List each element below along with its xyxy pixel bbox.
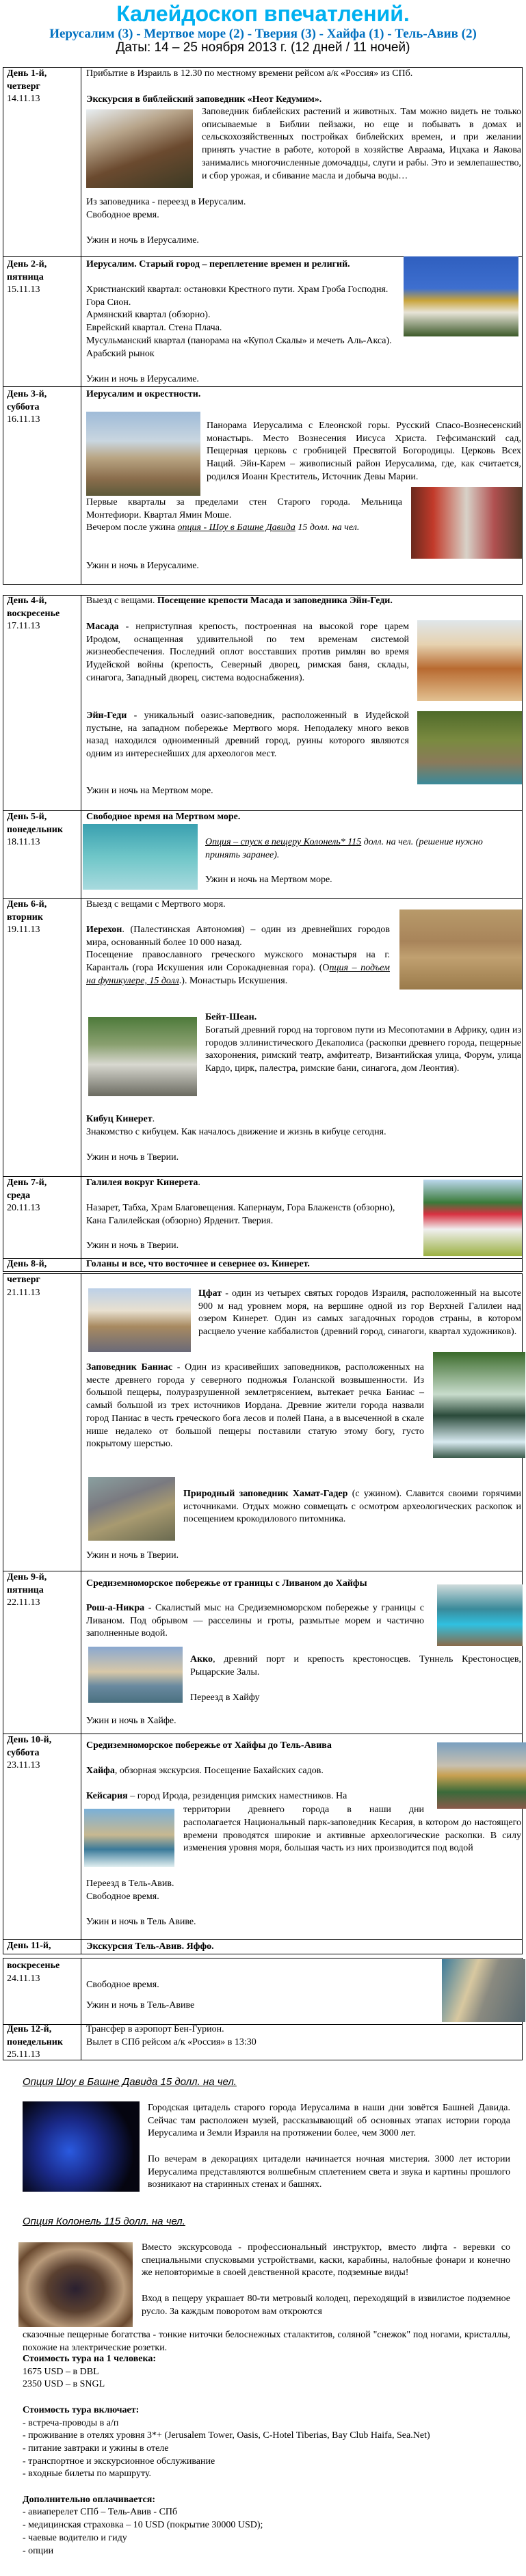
day-8-tsfat: Цфат - один из четырех святых городов Израиля, расположенный на высоте 900 м над уровнем моря, на вершине одной из гор Верхней Галилеи над озером Кинерет. Один из самых загадочных городов страны, в котором расцвело учение каббалистов (древний город, синагоги, квартал художников).: [198, 1288, 521, 1338]
route-subtitle: Иерусалим (3) - Мертвое море (2) - Тверия (3) - Хайфа (1) - Тель-Авив (2): [49, 27, 477, 41]
day-4-night: Ужин и ночь на Мертвом море.: [86, 786, 213, 796]
day-4-masada: Масада - неприступная крепость, построенная на высокой горе царем Иродом, оснащенная удивительной по тем временам системой жизнеобеспечения. Последний оплот восставших против римлян во время Иудейской войны (крепость, Северный дворец, римская баня, склады, синагога, Западный дворец, система водоснабжения).: [86, 622, 409, 683]
day-8-banias: Заповедник Баниас - Один из красивейших заповедников, расположенных на месте древнего города у северного подножья Голанской возвышенности. Из большой пещеры, полуразрушенной землетрясением, вытекает речка Баниас – самый большой из трех источников Иордана. Древние жители города назвали город Паниас в честь греческого бога лесов и полей Пана, а в высеченной в скале нише недалеко от большой пещеры поставили статую этому богу, густо покрытому шерстью.: [86, 1362, 424, 1450]
day-6-jericho: Иерехон. (Палестинская Автономия) – один из древнейших городов мира, основанный более 10 000 назад. Посещение православного греческого мужского монастыря на г. Каранталь (гора Искушения или Сорокадневная гора). (Опция – подъем на фуникулере, 15 долл.). Монастырь Искушения.: [86, 925, 390, 986]
day-10-caesarea: Кейсария – город Ирода, резиденция римских наместников. На: [86, 1791, 347, 1801]
photo-church-capernaum: [423, 1180, 522, 1256]
day-3-night: Ужин и ночь в Иерусалиме.: [86, 561, 199, 571]
photo-crocodiles: [88, 1477, 175, 1541]
day-2-title: Иерусалим. Старый город – переплетение времен и религий.: [86, 259, 350, 269]
photo-beit-shean: [88, 1017, 197, 1096]
photo-bahai-gardens: [437, 1742, 526, 1809]
day-8-hamat-gader: Природный заповедник Хамат-Гадер (с ужином). Славится своими горячими источниками. Отдых можно совмещать с осмотром археологических раскопок и посещением крокодилового питомника.: [183, 1489, 521, 1525]
day-10-caesarea-3: располагается Национальный парк-заповедник Кесария, в котором до настоящего времени проводятся широкие и активные археологические раскопки. В силу изменения уровня моря, большая часть из них производится под водой: [183, 1818, 521, 1854]
photo-banias-waterfall: [433, 1352, 525, 1458]
day-11-title: Экскурсия Тель-Авив. Яффо.: [86, 1941, 214, 1952]
option-cave-text-2: сказочные пещерные богатства - тонкие ниточки белоснежных сталактитов, соляной "снежок" под ногами, кристаллы, похожие на электрические розетки.: [23, 2330, 510, 2353]
day-11-date: воскресенье 24.11.13: [7, 1961, 60, 1984]
tour-dates: Даты: 14 – 25 ноября 2013 г. (12 дней / 11 ночей): [116, 40, 410, 55]
day-8-date: четверг 21.11.13: [7, 1275, 40, 1298]
photo-ein-gedi: [417, 711, 522, 784]
option-funicular: пция – подъем на фуникулере, 15 долл: [86, 963, 390, 986]
day-1-arrival: Прибытие в Израиль в 12.30 по местному времени рейсом а/к «Россия» из СПб.: [86, 68, 413, 79]
day-1-rest: Из заповедника - переезд в Иерусалим. Свободное время. Ужин и ночь в Иерусалиме.: [86, 197, 246, 246]
day-7-text: Назарет, Табха, Храм Благовещения. Капернаум, Гора Блаженств (обзорно), Кана Галилейская (обзорно) Ярденит. Тверия.: [86, 1203, 395, 1226]
day-10-title: Средиземноморское побережье от Хайфы до Тель-Авива: [86, 1740, 332, 1751]
day-8-title: Голаны и все, что восточнее и севернее оз. Кинерет.: [86, 1259, 310, 1269]
day-6-beit-shean-title: Бейт-Шеан.: [205, 1012, 257, 1022]
day-11-rest: Свободное время. Ужин и ночь в Тель-Авиве: [86, 1980, 195, 2010]
day-1-label: День 1-й, четверг 14.11.13: [7, 68, 47, 105]
day-10-haifa: Хайфа, обзорная экскурсия. Посещение Бахайских садов.: [86, 1766, 324, 1776]
photo-rosh-hanikra: [437, 1584, 523, 1646]
option-cave-text: Вместо экскурсовода - профессиональный инструктор, вместо лифта - веревки со специальными спусковыми устройствами, каски, карабины, налобные фонари и конечно же неповторимые в своей девственной красоте, подземные виды! Вход в пещеру украшает 80-ти метровый колодец, переходящий в извилистое подземное русло. За каждым поворотом вам откроются: [142, 2242, 510, 2317]
photo-tower-of-david: [86, 412, 200, 496]
day-3-text: Панорама Иерусалима с Елеонской горы. Русский Спасо-Вознесенский монастырь. Место Вознесения Иисуса Христа. Гефсиманский сад, Пещерная церковь с гробницей Пресвятой Богородицы. Церковь Всех Наций. Эйн-Карем – живописный район Иерусалима, где, как считается, родился Иоанн Креститель, Источник Девы Марии.: [207, 421, 521, 482]
day-6-label: День 6-й, вторник 19.11.13: [7, 899, 47, 935]
day-12-label: День 12-й, понедельник 25.11.13: [7, 2024, 63, 2060]
day-12-text: Трансфер в аэропорт Бен-Гурион. Вылет в СПб рейсом а/к «Россия» в 13:30: [86, 2024, 257, 2047]
day-9-title: Средиземноморское побережье от границы с Ливаном до Хайфы: [86, 1578, 367, 1589]
day-6-kibbutz: Кибуц Кинерет. Знакомство с кибуцем. Как началось движение и жизнь в кибуце сегодня. Ужин и ночь в Тверии.: [86, 1114, 386, 1163]
day-5-night: Ужин и ночь на Мертвом море.: [205, 875, 332, 885]
photo-colonel-cave: [18, 2242, 133, 2327]
day-7-label: День 7-й, среда 20.11.13: [7, 1178, 47, 1214]
photo-water-wheel: [86, 109, 193, 188]
day-5-title: Свободное время на Мертвом море.: [86, 812, 241, 822]
day-2-lines: Христианский квартал: остановки Крестного пути. Храм Гроба Господня. Гора Сион. Армянский квартал (обзорно). Еврейский квартал. Стена Плача. Мусульманский квартал (панорама на «Купол Скалы» и мечеть Аль-Акса). Арабский рынок Ужин и ночь в Иерусалиме.: [86, 284, 392, 384]
day-10-label: День 10-й, суббота 23.11.13: [7, 1735, 52, 1771]
day-2-label: День 2-й, пятница 15.11.13: [7, 259, 47, 295]
day-9-rosh-hanikra: Рош-а-Никра - Скалистый мыс на Средиземноморском побережье у границы с Ливаном. Под обрывом — расселины и гроты, размытые морем и частично заполненные водой.: [86, 1603, 424, 1639]
photo-tower-night-show: [23, 2101, 140, 2192]
option-cave-link[interactable]: Опция – спуск в пещеру Колонель* 115: [205, 837, 362, 847]
day-7-title: Галилея вокруг Кинерета.: [86, 1178, 200, 1188]
day-4-ein-gedi: Эйн-Геди - уникальный оазис-заповедник, расположенный в Иудейской пустыне, на западном побережье Мертвого моря. Неподалеку много веков назад находился одноименный древний город, руины которого являются одним из интереснейших для археологов мест.: [86, 711, 409, 760]
day-4-title: Выезд с вещами. Посещение крепости Масада и заповедника Эйн-Геди.: [86, 596, 393, 606]
day-9-night: Ужин и ночь в Хайфе.: [86, 1716, 176, 1726]
day-10-rest: Переезд в Тель-Авив. Свободное время. Ужин и ночь в Тель Авиве.: [86, 1878, 196, 1928]
photo-akko: [88, 1647, 183, 1703]
day-10-caesarea-2: территории древнего города в наши дни: [183, 1805, 424, 1815]
day-4-label: День 4-й, воскресенье 17.11.13: [7, 596, 60, 632]
day-9-label: День 9-й, пятница 22.11.13: [7, 1572, 47, 1608]
day-8-night: Ужин и ночь в Тверии.: [86, 1550, 179, 1561]
day-3-label: День 3-й, суббота 16.11.13: [7, 389, 47, 425]
option-cave-heading: Опция Колонель 115 долл. на чел.: [23, 2216, 185, 2227]
photo-tel-aviv-beach: [442, 1959, 525, 2022]
day-7-night: Ужин и ночь в Тверии.: [86, 1240, 179, 1251]
photo-arab-market: [411, 487, 522, 559]
photo-caesarea: [84, 1809, 174, 1867]
photo-temptation-monastery: [399, 909, 522, 990]
day-9-transfer: Переезд в Хайфу: [190, 1692, 260, 1703]
day-5-option: Опция – спуск в пещеру Колонель* 115 долл. на чел. (решение нужно принять заранее).: [205, 837, 483, 860]
day-6-intro: Выезд с вещами с Мертвого моря.: [86, 899, 226, 909]
day-8-label: День 8-й,: [7, 1259, 47, 1269]
day-6-beit-shean: Богатый древний город на торговом пути из Месопотамии в Африку, один из городов эллинистического Декаполиса (раскопки древнего города, пещерные захоронения, римский театр, амфитеатр, Византийская улица, Форум, улица Кардо, цирк, палестра, римские бани, синагога, дом Леонтия).: [205, 1025, 521, 1074]
day-11-label: День 11-й,: [7, 1941, 51, 1951]
pricing-section: Стоимость тура на 1 человека: 1675 USD – в DBL 2350 USD – в SNGL Стоимость тура включает: - встреча-проводы в а/п - проживание в отелях уровня 3*+ (Jerusalem Tower, Oasis, C-Hotel Tiberias, Bay Club Haifa, Sea.Net) - питание завтраки и ужины в отеле - транспортное и экскурсионное обслуживание - входные билеты по маршруту. Дополнительно оплачивается: - авиаперелет СПб – Тель-Авив - СПб - медицинская страховка – 10 USD (покрытие 30000 USD); - чаевые водителю и гиду - опции: [23, 2354, 430, 2556]
photo-dome-of-the-rock: [404, 256, 518, 336]
option-show-heading: Опция Шоу в Башне Давида 15 долл. на чел.: [23, 2076, 237, 2088]
day-5-label: День 5-й, понедельник 18.11.13: [7, 812, 63, 848]
photo-tsfat: [88, 1288, 191, 1352]
option-show-text: Городская цитадель старого города Иерусалима в наши дни зовётся Башней Давида. Сейчас там расположен музей, рассказывающий об основных этапах истории города Иерусалима и Земли Израиля на протяжении более, чем 3000 лет. По вечерам в декорациях цитадели начинается ночная мистерия. 3000 лет истории Иерусалима представляются волшебным сплетением света и звука и картины прошлого возникают на старинных стенах и башнях.: [148, 2103, 510, 2190]
day-3-title: Иерусалим и окрестности.: [86, 389, 201, 399]
day-1-text: Заповедник библейских растений и животных. Там можно видеть не только описываемые в Библии пейзажи, но еще и побывать в домах и сельскохозяйственных постройках библейских времен, и при желании принять участие в работе, которой в хозяйстве Авраама, Ицхака и Яакова занимались многочисленные домочадцы, слуги и рабы. Это и землепашество, и сбор урожая, и сбивание масла и добыча воды…: [202, 107, 521, 181]
day-3-text-2: Первые кварталы за пределами стен Старого города. Мельница Монтефиори. Квартал Ямин Моше. Вечером после ужина опция - Шоу в Башне Давида 15 долл. на чел.: [86, 497, 402, 533]
page-title: Калейдоскоп впечатлений.: [116, 1, 410, 26]
option-show-link[interactable]: опция - Шоу в Башне Давида: [177, 522, 295, 533]
day-1-excursion-title: Экскурсия в библейский заповедник «Неот Кедумим».: [86, 94, 322, 105]
photo-dead-sea: [83, 824, 198, 890]
day-9-akko: Акко, древний порт и крепость крестоносцев. Туннель Крестоносцев, Рыцарские Залы.: [190, 1654, 521, 1677]
photo-masada: [417, 620, 522, 701]
